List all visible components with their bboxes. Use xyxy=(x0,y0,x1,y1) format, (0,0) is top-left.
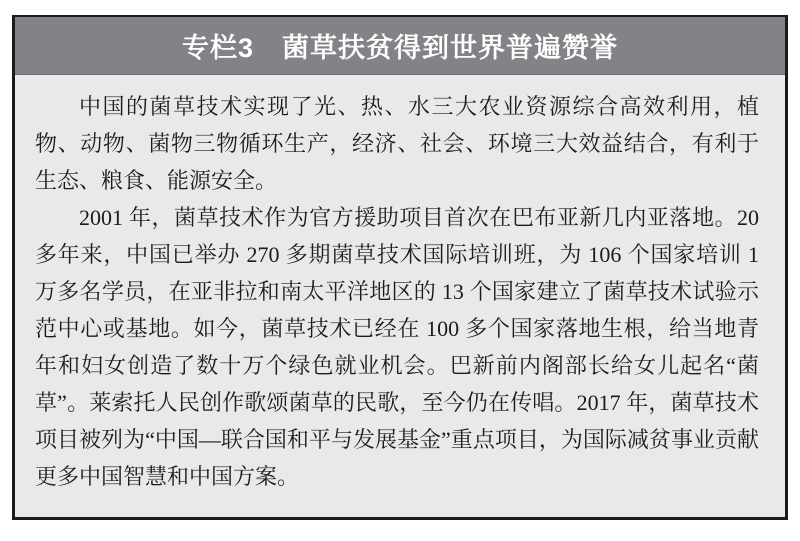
paragraph: 2001 年，菌草技术作为官方援助项目首次在巴布亚新几内亚落地。20 多年来，中国已举办 270 多期菌草技术国际培训班，为 106 个国家培训 1 万多名学员，在亚非拉和南太平洋地区的 13 个国家建立了菌草技术试验示范中心或基地。如今，菌草技术已经在 100 多个国家落地生根，给当地青年和妇女创造了数十万个绿色就业机会。巴新前内阁部长给女儿起名“菌草”。莱索托人民创作歌颂菌草的民歌，至今仍在传唱。2017 年，菌草技术项目被列为“中国—联合国和平与发展基金”重点项目，为国际减贫事业贡献更多中国智慧和中国方案。 xyxy=(35,205,759,489)
column-body xyxy=(15,75,785,517)
column-header xyxy=(15,17,785,75)
paragraph: 中国的菌草技术实现了光、热、水三大农业资源综合高效利用，植物、动物、菌物三物循环生产，经济、社会、环境三大效益结合，有利于生态、粮食、能源安全。 xyxy=(35,94,759,193)
column-box xyxy=(12,15,788,520)
column-title: 专栏3 菌草扶贫得到世界普遍赞誉 xyxy=(181,33,618,63)
